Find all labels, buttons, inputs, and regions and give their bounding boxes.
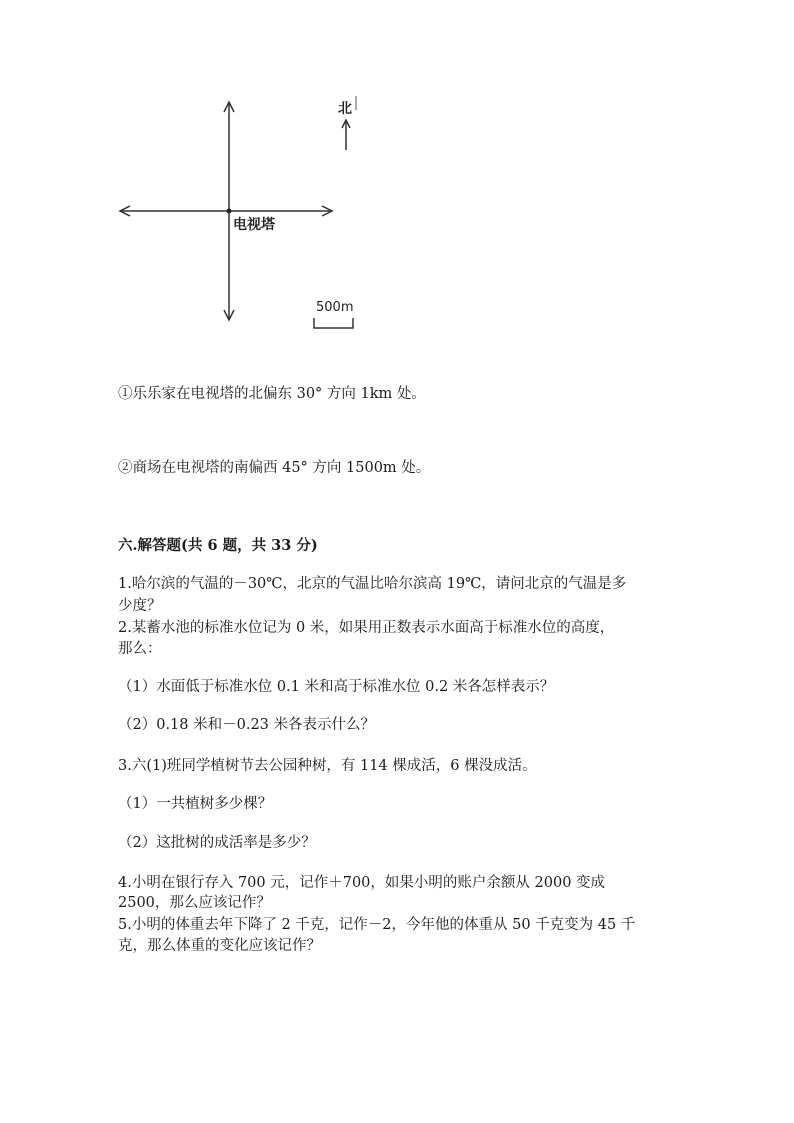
center-label: 电视塔	[233, 217, 275, 233]
question-2-line-1: 2.某蓄水池的标准水位记为 0 米，如果用正数表示水面高于标准水位的高度，	[118, 620, 615, 636]
scale-label: 500m	[316, 300, 354, 315]
item-2: ②商场在电视塔的南偏西 45° 方向 1500m 处。	[118, 460, 431, 476]
question-3: 3.六(1)班同学植树节去公园种树，有 114 棵成活，6 棵没成活。	[118, 758, 537, 774]
question-4-line-1: 4.小明在银行存入 700 元，记作＋700，如果小明的账户余额从 2000 变成	[118, 875, 606, 891]
scale-bar	[314, 318, 353, 328]
tv-tower-point	[227, 209, 232, 214]
question-2-line-2: 那么：	[118, 641, 162, 657]
map-axes	[110, 90, 370, 330]
question-1-line-2: 少度？	[118, 598, 162, 614]
question-2-sub-1: （1）水面低于标准水位 0.1 米和高于标准水位 0.2 米各怎样表示？	[118, 679, 555, 695]
question-2-sub-2: （2）0.18 米和－0.23 米各表示什么？	[118, 717, 376, 733]
question-3-sub-1: （1）一共植树多少棵？	[118, 796, 273, 812]
question-5-line-1: 5.小明的体重去年下降了 2 千克，记作－2，今年他的体重从 50 千克变为 45 千	[118, 917, 636, 933]
question-3-sub-2: （2）这批树的成活率是多少？	[118, 835, 316, 851]
question-1-line-1: 1.哈尔滨的气温的－30℃，北京的气温比哈尔滨高 19℃，请问北京的气温是多	[118, 576, 627, 592]
direction-map	[110, 90, 370, 330]
north-label: 北	[338, 101, 352, 117]
item-1: ①乐乐家在电视塔的北偏东 30° 方向 1km 处。	[118, 386, 426, 402]
question-5-line-2: 克，那么体重的变化应该记作？	[118, 938, 321, 954]
section-title: 六.解答题(共 6 题，共 33 分)	[118, 537, 318, 554]
question-4-line-2: 2500，那么应该记作？	[118, 895, 271, 911]
